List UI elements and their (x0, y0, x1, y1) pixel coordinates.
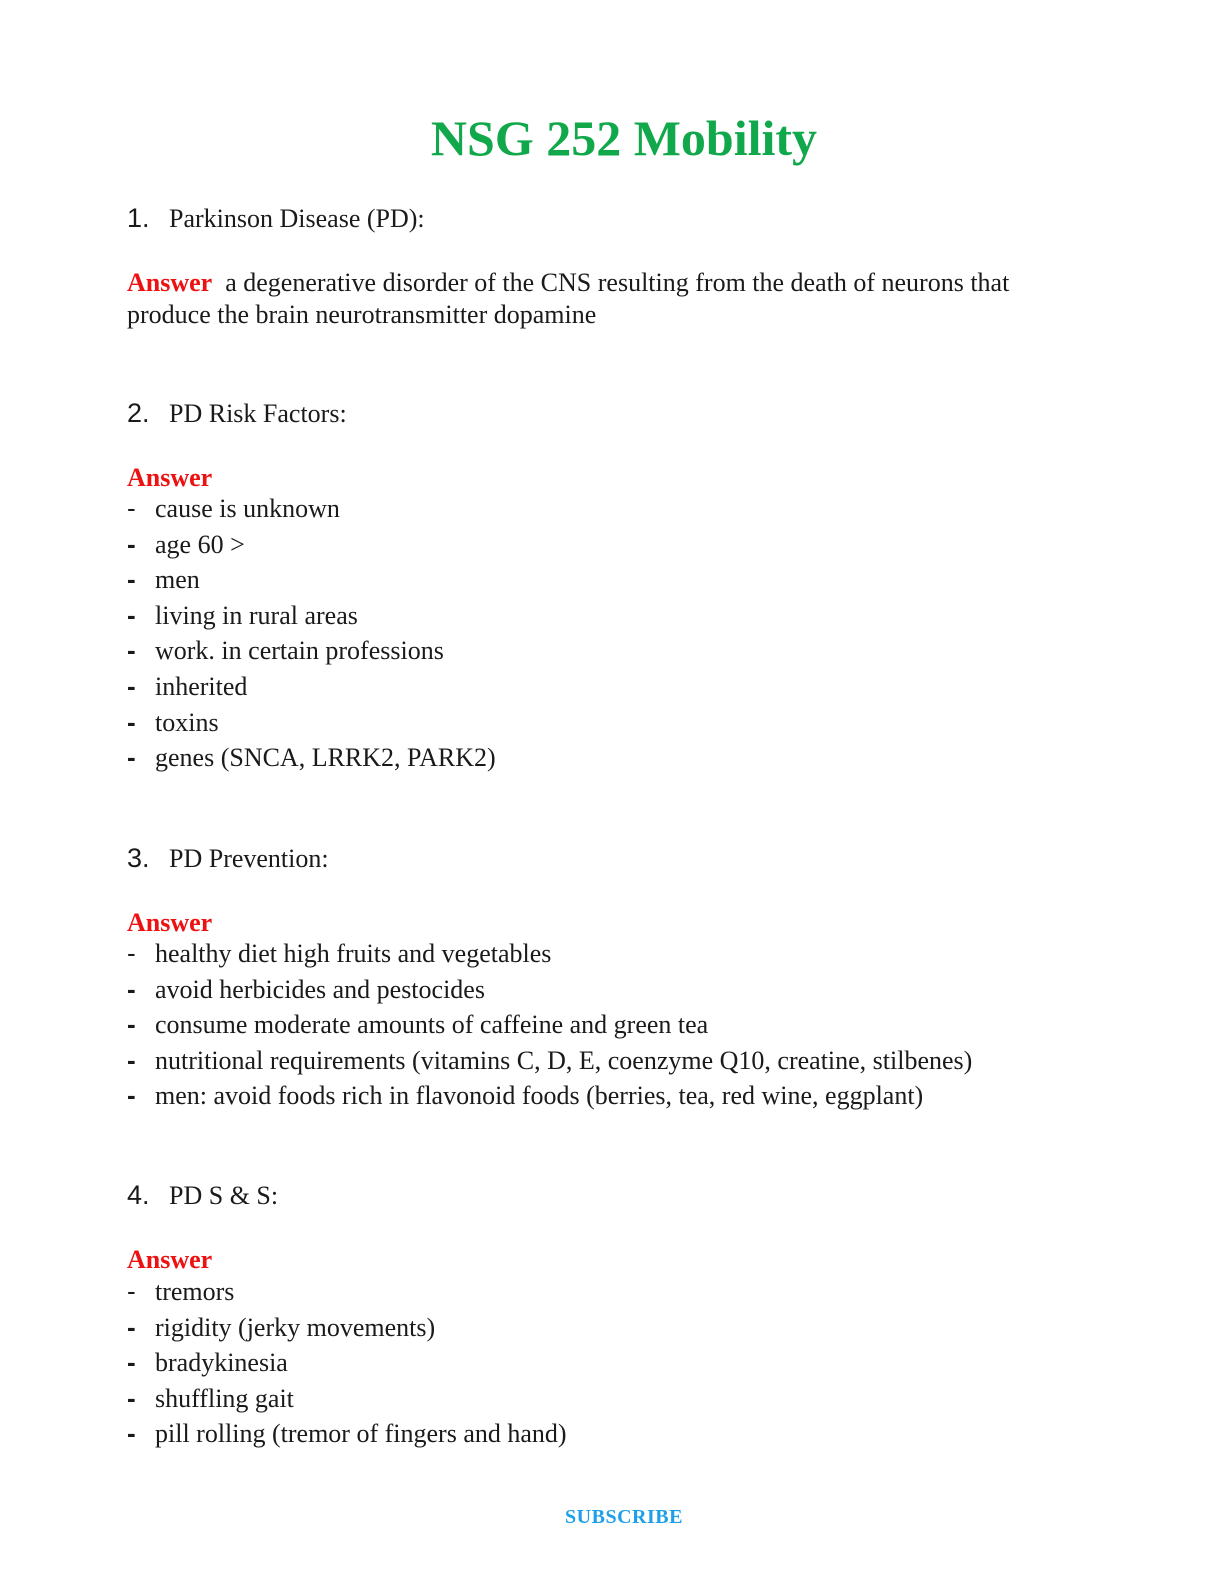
bullet-dash-icon: - (127, 599, 136, 630)
list-item (127, 1416, 1087, 1452)
list-item-text: rigidity (jerky movements) (155, 1312, 436, 1342)
bullet-dash-icon: - (127, 1080, 136, 1111)
answer-label: Answer (127, 908, 213, 937)
list-item (127, 633, 1087, 669)
list-item-text: shuffling gait (155, 1383, 294, 1413)
answer-3 (127, 907, 1087, 939)
list-item (127, 1381, 1087, 1417)
bullet-dash-icon: - (127, 1276, 136, 1306)
question-1 (127, 202, 1087, 235)
list-item-text: cause is unknown (155, 494, 340, 523)
bullet-dash-icon: - (127, 1347, 136, 1378)
question-number: 2. (127, 398, 150, 428)
answer-4 (127, 1244, 1087, 1276)
answer-label: Answer (127, 268, 213, 297)
list-item (127, 705, 1087, 741)
answer-label: Answer (127, 1245, 213, 1274)
list-item (127, 1345, 1087, 1381)
answer-text: a degenerative disorder of the CNS resulting from the death of neurons that produce the brain neurotransmitter dopamine (127, 268, 1010, 329)
answer-4-list (127, 1274, 1087, 1452)
bullet-dash-icon: - (127, 493, 136, 523)
list-item (127, 1078, 1087, 1114)
bullet-dash-icon: - (127, 1418, 136, 1449)
list-item-text: living in rural areas (155, 600, 358, 630)
list-item (127, 740, 1087, 776)
list-item-text: work. in certain professions (155, 636, 444, 666)
bullet-dash-icon: - (127, 670, 136, 701)
question-prompt: PD Prevention: (169, 844, 329, 873)
list-item-text: avoid herbicides and pestocides (155, 974, 485, 1004)
bullet-dash-icon: - (127, 973, 136, 1004)
list-item-text: men: avoid foods rich in flavonoid foods (berries, tea, red wine, eggplant) (155, 1081, 924, 1111)
list-item-text: men (155, 565, 200, 595)
list-item (127, 1310, 1087, 1346)
list-item-text: nutritional requirements (vitamins C, D, E, coenzyme Q10, creatine, stilbenes) (155, 1045, 973, 1075)
list-item (127, 491, 1087, 527)
bullet-dash-icon: - (127, 528, 136, 559)
list-item (127, 936, 1087, 972)
list-item-text: genes (SNCA, LRRK2, PARK2) (155, 743, 496, 773)
bullet-dash-icon: - (127, 706, 136, 737)
list-item (127, 972, 1087, 1008)
question-4 (127, 1179, 1087, 1212)
list-item-text: age 60 > (155, 529, 245, 559)
subscribe-link[interactable]: SUBSCRIBE (565, 1506, 683, 1528)
page-title: NSG 252 Mobility (430, 110, 818, 166)
list-item (127, 669, 1087, 705)
bullet-dash-icon: - (127, 564, 136, 595)
list-item (127, 1043, 1087, 1079)
list-item-text: tremors (155, 1277, 235, 1306)
bullet-dash-icon: - (127, 635, 136, 666)
question-2 (127, 397, 1087, 430)
question-number: 4. (127, 1180, 150, 1210)
bullet-dash-icon: - (127, 1382, 136, 1413)
bullet-dash-icon: - (127, 742, 136, 773)
list-item-text: healthy diet high fruits and vegetables (155, 939, 552, 968)
answer-2 (127, 462, 1087, 494)
list-item (127, 598, 1087, 634)
answer-label: Answer (127, 463, 213, 492)
bullet-dash-icon: - (127, 938, 136, 968)
list-item (127, 1007, 1087, 1043)
list-item-text: bradykinesia (155, 1348, 288, 1378)
question-3 (127, 842, 1087, 875)
bullet-dash-icon: - (127, 1009, 136, 1040)
list-item (127, 1274, 1087, 1310)
answer-3-list (127, 936, 1087, 1114)
question-prompt: PD S & S: (169, 1181, 279, 1210)
list-item (127, 562, 1087, 598)
answer-1 (127, 267, 1087, 331)
question-number: 1. (127, 203, 150, 233)
question-number: 3. (127, 843, 150, 873)
question-prompt: PD Risk Factors: (169, 399, 347, 428)
bullet-dash-icon: - (127, 1311, 136, 1342)
list-item-text: inherited (155, 671, 248, 701)
question-prompt: Parkinson Disease (PD): (169, 204, 425, 233)
answer-2-list (127, 491, 1087, 776)
list-item (127, 527, 1087, 563)
list-item-text: toxins (155, 707, 219, 737)
list-item-text: pill rolling (tremor of fingers and hand) (155, 1419, 567, 1449)
list-item-text: consume moderate amounts of caffeine and green tea (155, 1010, 709, 1040)
bullet-dash-icon: - (127, 1044, 136, 1075)
